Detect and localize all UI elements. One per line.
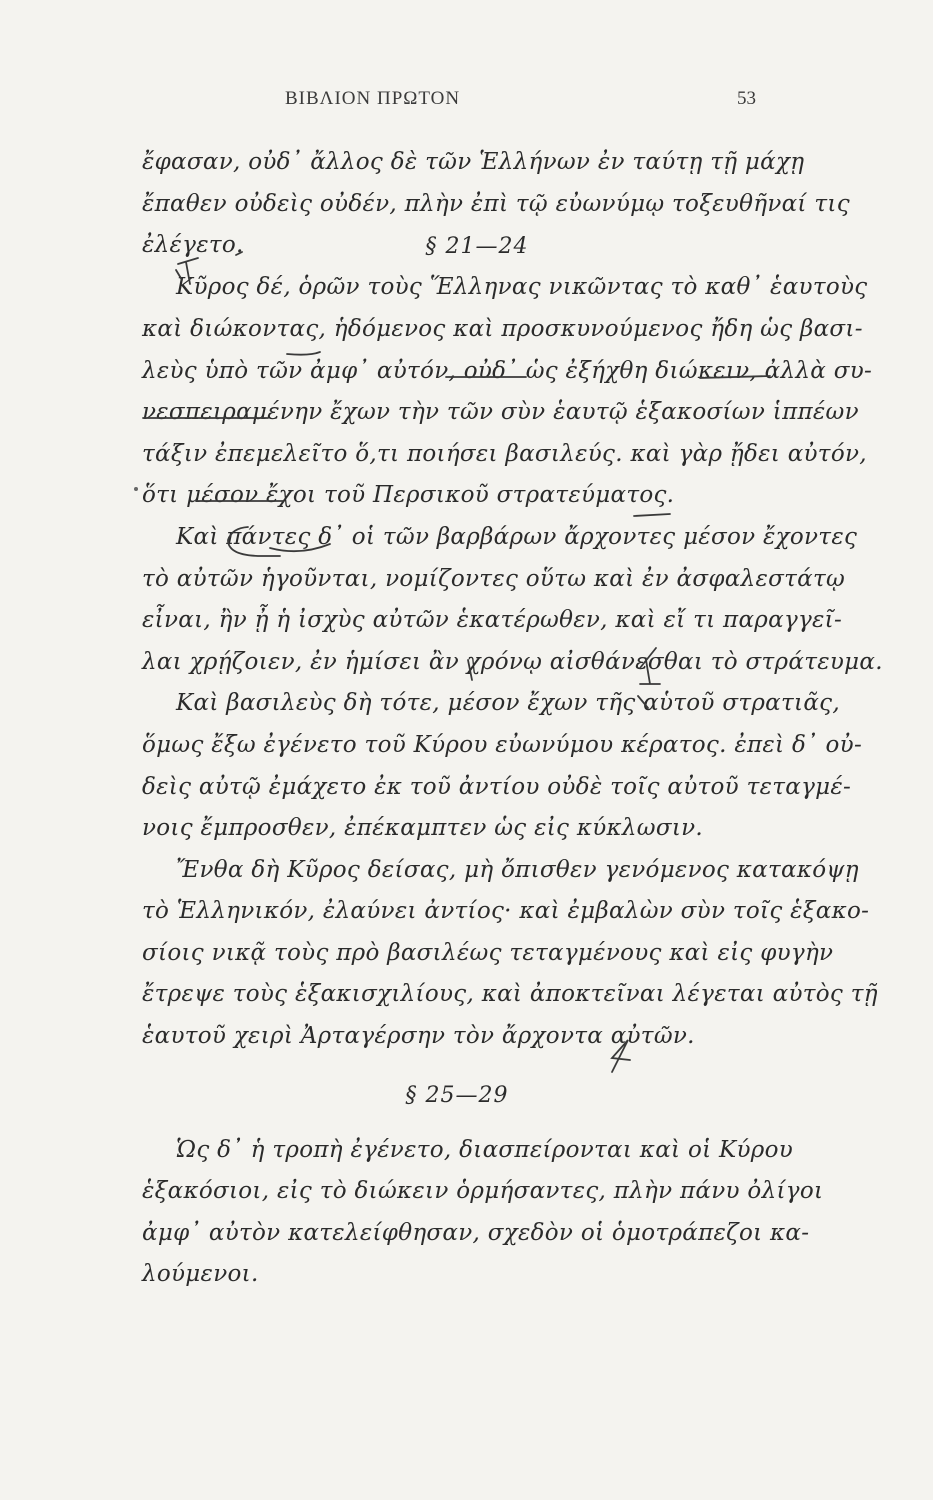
text-line: Καὶ πάντες δ᾽ οἱ τῶν βαρβάρων ἄρχοντες μέσον ἔχοντες xyxy=(176,523,858,550)
pencil-slash xyxy=(612,1040,630,1072)
pencil-tick-mark xyxy=(236,252,242,255)
text-line: λαι χρῄζοιεν, ἐν ἡμίσει ἂν χρόνῳ αἰσθάνεσθαι τὸ στράτευμα. xyxy=(142,648,883,675)
pencil-underline xyxy=(700,376,770,378)
text-line: τὸ αὐτῶν ἡγοῦνται, νομίζοντες οὕτω καὶ ἐν ἀσφαλεστάτῳ xyxy=(142,565,846,592)
running-head: ΒΙΒΛΙΟΝ ΠΡΩΤΟΝ xyxy=(285,88,461,109)
text-line: Ὡς δ᾽ ἡ τροπὴ ἐγένετο, διασπείρονται καὶ οἱ Κύρου xyxy=(176,1136,794,1163)
page-number: 53 xyxy=(737,88,756,109)
pencil-cross xyxy=(640,648,660,684)
text-line: εἶναι, ἢν ᾖ ἡ ἰσχὺς αὐτῶν ἑκατέρωθεν, καὶ εἴ τι παραγγεῖ- xyxy=(142,607,843,634)
text-line: ἔτρεψε τοὺς ἑξακισχιλίους, καὶ ἀποκτεῖναι λέγεται αὐτὸς τῇ xyxy=(142,981,878,1008)
pencil-underline xyxy=(287,352,320,355)
pencil-loop xyxy=(228,527,280,556)
text-line: καὶ διώκοντας, ἡδόμενος καὶ προσκυνούμενος ἤδη ὡς βασι- xyxy=(142,315,863,342)
section-heading: § 21—24 xyxy=(425,233,529,259)
pencil-dash xyxy=(634,514,670,516)
section-heading: § 25—29 xyxy=(405,1082,509,1108)
text-line: λούμενοι. xyxy=(142,1261,259,1288)
text-line: Ἔνθα δὴ Κῦρος δείσας, μὴ ὄπισθεν γενόμενος κατακόψῃ xyxy=(176,856,859,883)
text-line: τάξιν ἐπεμελεῖτο ὅ,τι ποιήσει βασιλεύς. καὶ γὰρ ᾔδει αὐτόν, xyxy=(142,440,867,467)
text-line: νεσπειραμένην ἔχων τὴν τῶν σὺν ἑαυτῷ ἑξακοσίων ἱππέων xyxy=(142,399,859,426)
text-line: ὅτι μέσον ἔχοι τοῦ Περσικοῦ στρατεύματος. xyxy=(142,482,675,509)
margin-dot xyxy=(134,487,138,491)
pencil-check-mark xyxy=(176,258,198,284)
text-line: ἀμφ᾽ αὐτὸν κατελείφθησαν, σχεδὸν οἱ ὁμοτράπεζοι κα- xyxy=(142,1219,810,1246)
pencil-caret xyxy=(468,660,472,680)
text-line: ὅμως ἔξω ἐγένετο τοῦ Κύρου εὐωνύμου κέρατος. ἐπεὶ δ᾽ οὐ- xyxy=(142,731,863,758)
text-line: λεὺς ὑπὸ τῶν ἀμφ᾽ αὐτόν, οὐδ᾽ ὡς ἐξήχθη διώκειν, ἀλλὰ συ- xyxy=(142,357,873,384)
text-line: τὸ Ἑλληνικόν, ἐλαύνει ἀντίος· καὶ ἐμβαλὼν σὺν τοῖς ἑξακο- xyxy=(142,898,870,925)
pencil-arrow xyxy=(638,696,648,708)
text-line: ἔφασαν, οὐδ᾽ ἄλλος δὲ τῶν Ἑλλήνων ἐν ταύτῃ τῇ μάχῃ xyxy=(142,149,805,175)
text-line: νοις ἔμπροσθεν, ἐπέκαμπτεν ὡς εἰς κύκλωσιν. xyxy=(142,815,704,842)
text-line: ἑξακόσιοι, εἰς τὸ διώκειν ὁρμήσαντες, πλὴν πάνυ ὀλίγοι xyxy=(142,1178,824,1205)
text-line: ἐλέγετο. xyxy=(142,232,244,259)
text-line: Καὶ βασιλεὺς δὴ τότε, μέσον ἔχων τῆς αὑτοῦ στρατιᾶς, xyxy=(176,690,840,717)
pencil-underline xyxy=(270,544,330,551)
text-line: ἑαυτοῦ χειρὶ Ἀρταγέρσην τὸν ἄρχοντα αὐτῶν. xyxy=(142,1023,695,1050)
text-line: ἔπαθεν οὐδεὶς οὐδέν, πλὴν ἐπὶ τῷ εὐωνύμῳ τοξευθῆναί τις xyxy=(142,190,850,217)
text-line: Κῦρος δέ, ὁρῶν τοὺς Ἕλληνας νικῶντας τὸ καθ᾽ ἑαυτοὺς xyxy=(176,274,868,301)
text-line: δεὶς αὐτῷ ἐμάχετο ἐκ τοῦ ἀντίου οὐδὲ τοῖς αὐτοῦ τεταγμέ- xyxy=(142,773,852,800)
text-line: σίοις νικᾷ τοὺς πρὸ βασιλέως τεταγμένους καὶ εἰς φυγὴν xyxy=(142,939,834,966)
